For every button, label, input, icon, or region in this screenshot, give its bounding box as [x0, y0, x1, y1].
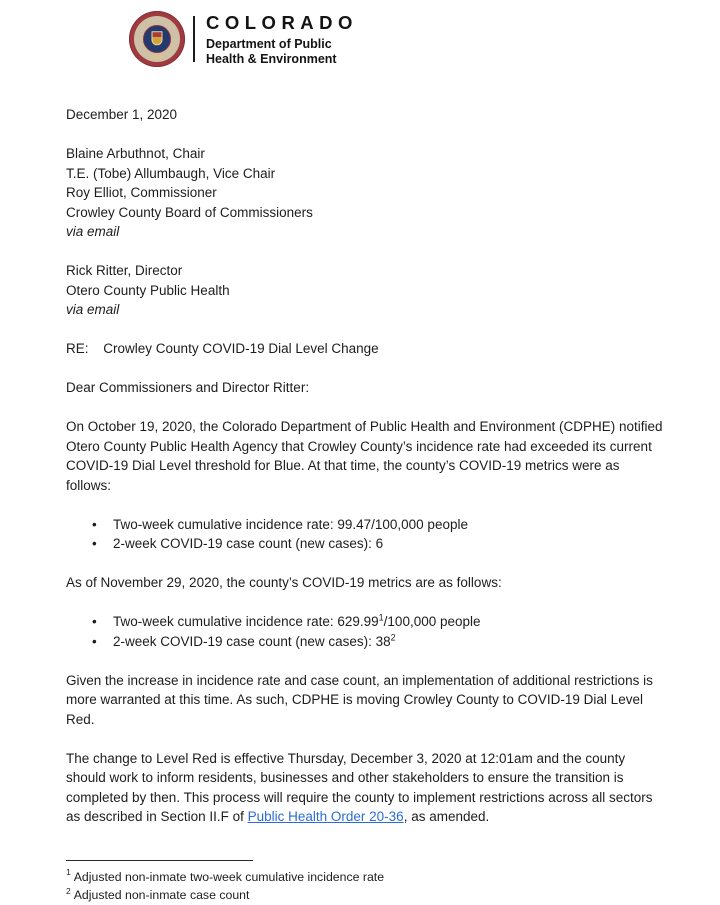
- footnote-superscript: 1: [66, 867, 71, 878]
- bullet-text: 2-week COVID-19 case count (new cases): 38: [113, 633, 391, 649]
- brand-dept-line2: Health & Environment: [206, 51, 337, 66]
- bullet-item: [66, 632, 668, 652]
- recipient-block-director: [66, 261, 668, 320]
- re-subject: Crowley County COVID-19 Dial Level Change: [103, 341, 379, 356]
- footnote: [66, 886, 668, 905]
- recipient-line: Otero County Public Health: [66, 282, 230, 298]
- footnote-text: Adjusted non-inmate two-week cumulative incidence rate: [73, 869, 385, 884]
- paragraph-text-tail: , as amended.: [403, 809, 490, 824]
- colorado-state-seal-logo: [129, 11, 185, 67]
- seal-inner-circle: [143, 25, 171, 53]
- re-line: [66, 339, 668, 359]
- re-label: RE:: [66, 341, 89, 356]
- bullet-item: [66, 612, 668, 632]
- footnote-superscript: 2: [66, 885, 71, 896]
- letter-body: [66, 105, 668, 905]
- recipient-block-commissioners: [66, 144, 668, 242]
- recipient-line: T.E. (Tobe) Allumbaugh, Vice Chair: [66, 165, 276, 181]
- seal-shield-icon: [152, 31, 163, 45]
- bullet-list-october: [66, 515, 668, 554]
- bullet-text: Two-week cumulative incidence rate: 99.47/100,000 people: [113, 516, 468, 532]
- brand-block: [206, 12, 358, 66]
- letterhead: [129, 10, 668, 68]
- date-line: December 1, 2020: [66, 107, 178, 122]
- via-email-note: via email: [66, 224, 120, 239]
- bullet-text: 2-week COVID-19 case count (new cases): 6: [113, 536, 384, 551]
- footnote-separator: [66, 860, 253, 861]
- recipient-line: Rick Ritter, Director: [66, 263, 183, 278]
- bullet-superscript: 1: [378, 612, 384, 623]
- brand-dept-line1: Department of Public: [206, 37, 332, 51]
- brand-department: [206, 37, 358, 66]
- recipient-line: Crowley County Board of Commissioners: [66, 204, 313, 220]
- paragraph-given-increase: Given the increase in incidence rate and case count, an implementation of additional restrictions is more warranted at this time. As such, CDPHE is moving Crowley County to COVID-19 Dial Level Red.: [66, 672, 653, 727]
- paragraph-level-change: [66, 749, 668, 827]
- bullet-item: [66, 534, 668, 554]
- public-health-order-link[interactable]: Public Health Order 20-36: [247, 809, 404, 824]
- paragraph-october-metrics: On October 19, 2020, the Colorado Department of Public Health and Environment (CDPHE) notified Otero County Public Health Agency that Crowley County’s incidence rate had exceeded its current COVID-19 Dial Level threshold for Blue. At that time, the county’s COVID-19 metrics were as follows:: [66, 419, 663, 493]
- paragraph-text: The change to Level Red is effective Thursday, December 3, 2020 at 12:01am and the county should work to inform residents, businesses and other stakeholders to ensure the transition is completed by then. This process will require the county to implement restrictions across all sectors as described in Section II.F of: [66, 750, 653, 824]
- via-email-note: via email: [66, 302, 120, 317]
- letterhead-divider: [193, 16, 195, 62]
- bullet-list-november: [66, 612, 668, 651]
- recipient-line: Blaine Arbuthnot, Chair: [66, 146, 205, 161]
- bullet-item: [66, 515, 668, 535]
- paragraph-november-metrics: As of November 29, 2020, the county’s COVID-19 metrics are as follows:: [66, 575, 502, 590]
- footnote-text: Adjusted non-inmate case count: [73, 888, 250, 902]
- brand-name: COLORADO: [206, 12, 358, 33]
- bullet-text: Two-week cumulative incidence rate: 629.99: [113, 614, 379, 629]
- salutation: Dear Commissioners and Director Ritter:: [66, 380, 310, 395]
- seal-year: 1876: [151, 55, 163, 61]
- bullet-superscript: 2: [390, 632, 396, 642]
- recipient-line: Roy Elliot, Commissioner: [66, 185, 217, 200]
- bullet-text-tail: /100,000 people: [383, 614, 481, 629]
- footnote: [66, 868, 668, 887]
